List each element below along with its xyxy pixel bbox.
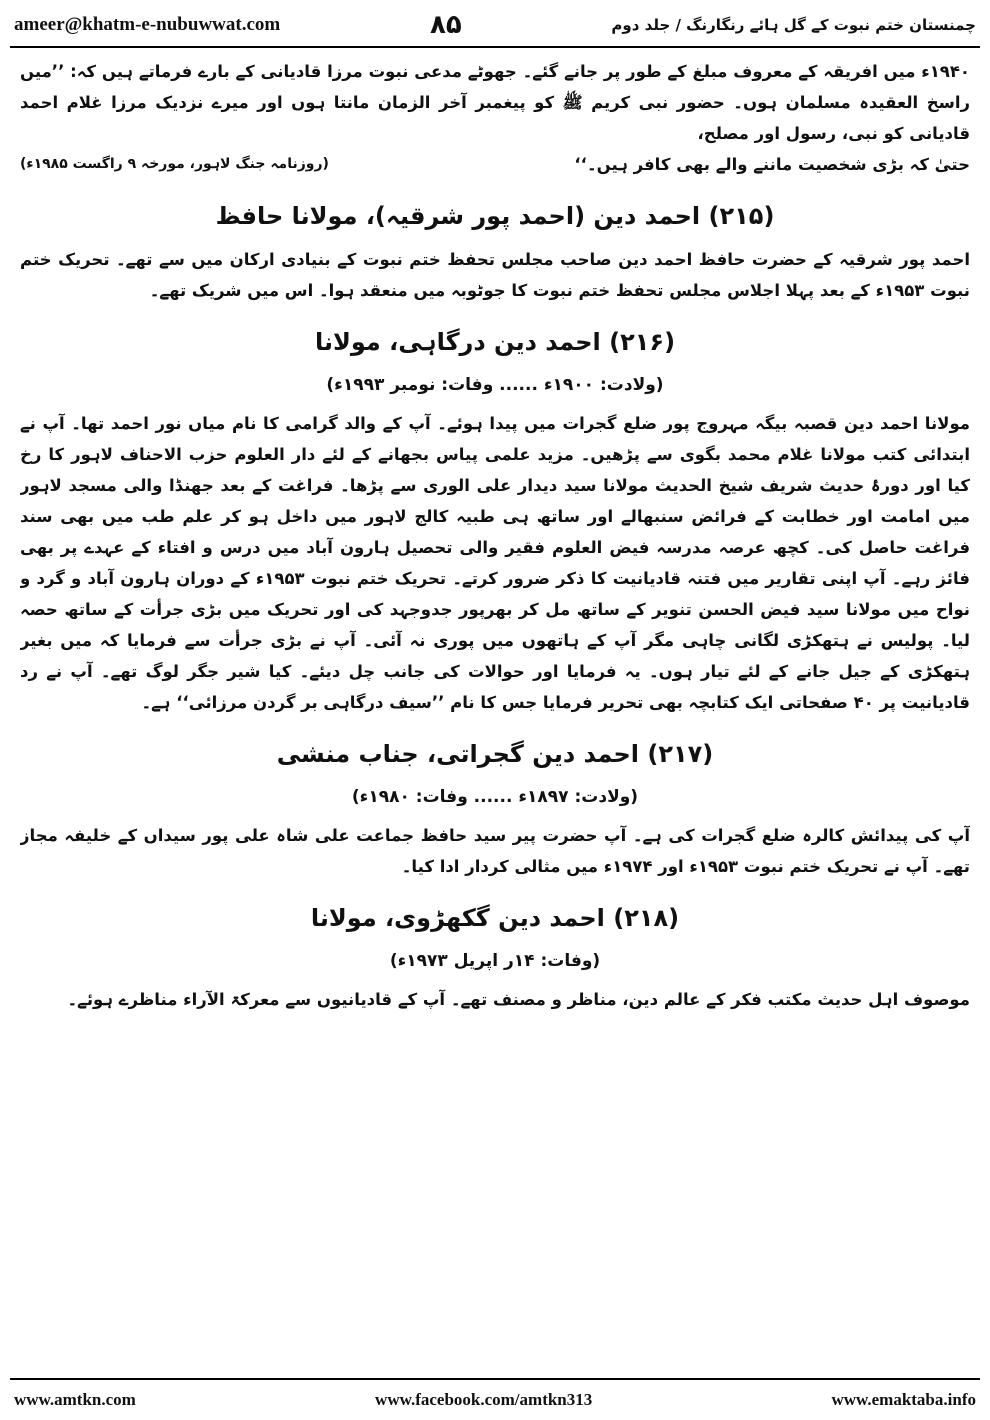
entry-dates-218: (وفات: ۱۴ر اپریل ۱۹۷۳ء)	[389, 951, 601, 971]
book-title: چمنستان ختم نبوت کے گل ہائے رنگارنگ / جلد دوم	[611, 16, 976, 34]
entry-dates-217: (ولادت: ۱۸۹۷ء ...... وفات: ۱۹۸۰ء)	[351, 787, 639, 807]
entry-body-218: موصوف اہل حدیث مکتب فکر کے عالم دین، مناظر و مصنف تھے۔ آپ کے قادیانیوں سے معرکۃ الآراء مناظرے ہوئے۔	[67, 990, 970, 1009]
intro-last-line: حتیٰ کہ بڑی شخصیت ماننے والے بھی کافر ہیں۔‘‘	[574, 155, 970, 174]
header-divider	[10, 46, 980, 48]
footer-link-amtkn[interactable]: www.amtkn.com	[14, 1390, 136, 1409]
entry-title-216: (۲۱۶) احمد دین درگاہی، مولانا	[314, 328, 676, 356]
intro-citation: (روزنامہ جنگ لاہور، مورخہ ۹ راگست ۱۹۸۵ء)	[20, 156, 329, 172]
page-footer	[14, 1386, 976, 1414]
header-email: ameer@khatm-e-nubuwwat.com	[14, 14, 281, 35]
entry-body-215: احمد پور شرقیہ کے حضرت حافظ احمد دین صاحب مجلس تحفظ ختم نبوت کے بنیادی ارکان میں سے تھے۔ تحریک ختم نبوت ۱۹۵۳ء کے بعد پہلا اجلاس مجلس تحفظ ختم نبوت کا جوٹوبہ میں منعقد ہوا۔ اس میں شریک تھے۔	[20, 250, 970, 300]
entry-title-218: (۲۱۸) احمد دین گکھڑوی، مولانا	[310, 904, 680, 932]
entry-title-217: (۲۱۷) احمد دین گجراتی، جناب منشی	[276, 740, 714, 768]
footer-link-emaktaba[interactable]: www.emaktaba.info	[831, 1390, 976, 1409]
footer-link-facebook[interactable]: www.facebook.com/amtkn313	[375, 1390, 593, 1409]
page-number: ۸۵	[429, 10, 462, 40]
intro-text: ۱۹۴۰ء میں افریقہ کے معروف مبلغ کے طور پر جانے گئے۔ جھوٹے مدعی نبوت مرزا قادیانی کے بارے فرماتے ہیں کہ: ’’میں راسخ العقیدہ مسلمان ہوں۔ حضور نبی کریم ﷺ کو پیغمبر آخر الزمان مانتا ہوں اور میرے نزدیک مرزا غلام احمد قادیانی کو نبی، رسول اور مصلح،	[20, 62, 970, 143]
intro-paragraph	[20, 56, 970, 180]
entry-title-215: (۲۱۵) احمد دین (احمد پور شرقیہ)، مولانا حافظ	[215, 202, 775, 230]
entry-dates-216: (ولادت: ۱۹۰۰ء ...... وفات: نومبر ۱۹۹۳ء)	[326, 375, 664, 395]
entry-body-216: مولانا احمد دین قصبہ بیگہ مہروج پور ضلع گجرات میں پیدا ہوئے۔ آپ کے والد گرامی کا نام میاں نور احمد تھا۔ آپ نے ابتدائی کتب مولانا غلام محمد بگوی سے پڑھیں۔ مزید علمی پیاس بجھانے کے لئے دار العلوم حزب الاحناف لاہور کا رخ کیا اور دورۂ حدیث شریف شیخ الحدیث مولانا سید دیدار علی الوری سے پڑھا۔ فراغت کے بعد جھنڈا والی مسجد لاہور میں امامت اور خطابت کے فرائض سنبھالے اور ساتھ ہی طبیہ کالج لاہور میں داخل ہو کر علم طب میں بھی سند فراغت حاصل کی۔ کچھ عرصہ مدرسہ فیض العلوم فقیر والی تحصیل ہارون آباد میں درس و افتاء کے عہدے پر بھی فائز رہے۔ آپ اپنی تقاریر میں فتنہ قادیانیت کا ذکر ضرور کرتے۔ تحریک ختم نبوت ۱۹۵۳ء کے دوران ہارون آباد و گرد و نواح میں مولانا سید فیض الحسن تنویر کے ساتھ مل کر بھرپور جدوجہد کی اور تحریک میں بڑی جرأت کے ساتھ حصہ لیا۔ پولیس نے ہتھکڑی لگانی چاہی مگر آپ کے ہاتھوں میں پوری نہ آئی۔ آپ نے بڑی جرأت سے فرمایا کہ میں بغیر ہتھکڑی کے جیل جانے کے لئے تیار ہوں۔ یہ فرمایا اور حوالات کی جانب چل دیئے۔ کیا شیر جگر لوگ تھے۔ آپ نے رد قادیانیت پر ۴۰ صفحاتی ایک کتابچہ بھی تحریر فرمایا جس کا نام ’’سیف درگاہی بر گردن مرزائی‘‘ ہے۔	[20, 414, 970, 712]
page-content	[20, 56, 970, 1368]
entry-body-217: آپ کی پیدائش کالرہ ضلع گجرات کی ہے۔ آپ حضرت پیر سید حافظ جماعت علی شاہ علی پور سیداں کے خلیفہ مجاز تھے۔ آپ نے تحریک ختم نبوت ۱۹۵۳ء اور ۱۹۷۴ء میں مثالی کردار ادا کیا۔	[20, 826, 970, 876]
intro-citation-row	[20, 149, 970, 180]
footer-divider	[10, 1378, 980, 1380]
page-header	[14, 8, 976, 42]
